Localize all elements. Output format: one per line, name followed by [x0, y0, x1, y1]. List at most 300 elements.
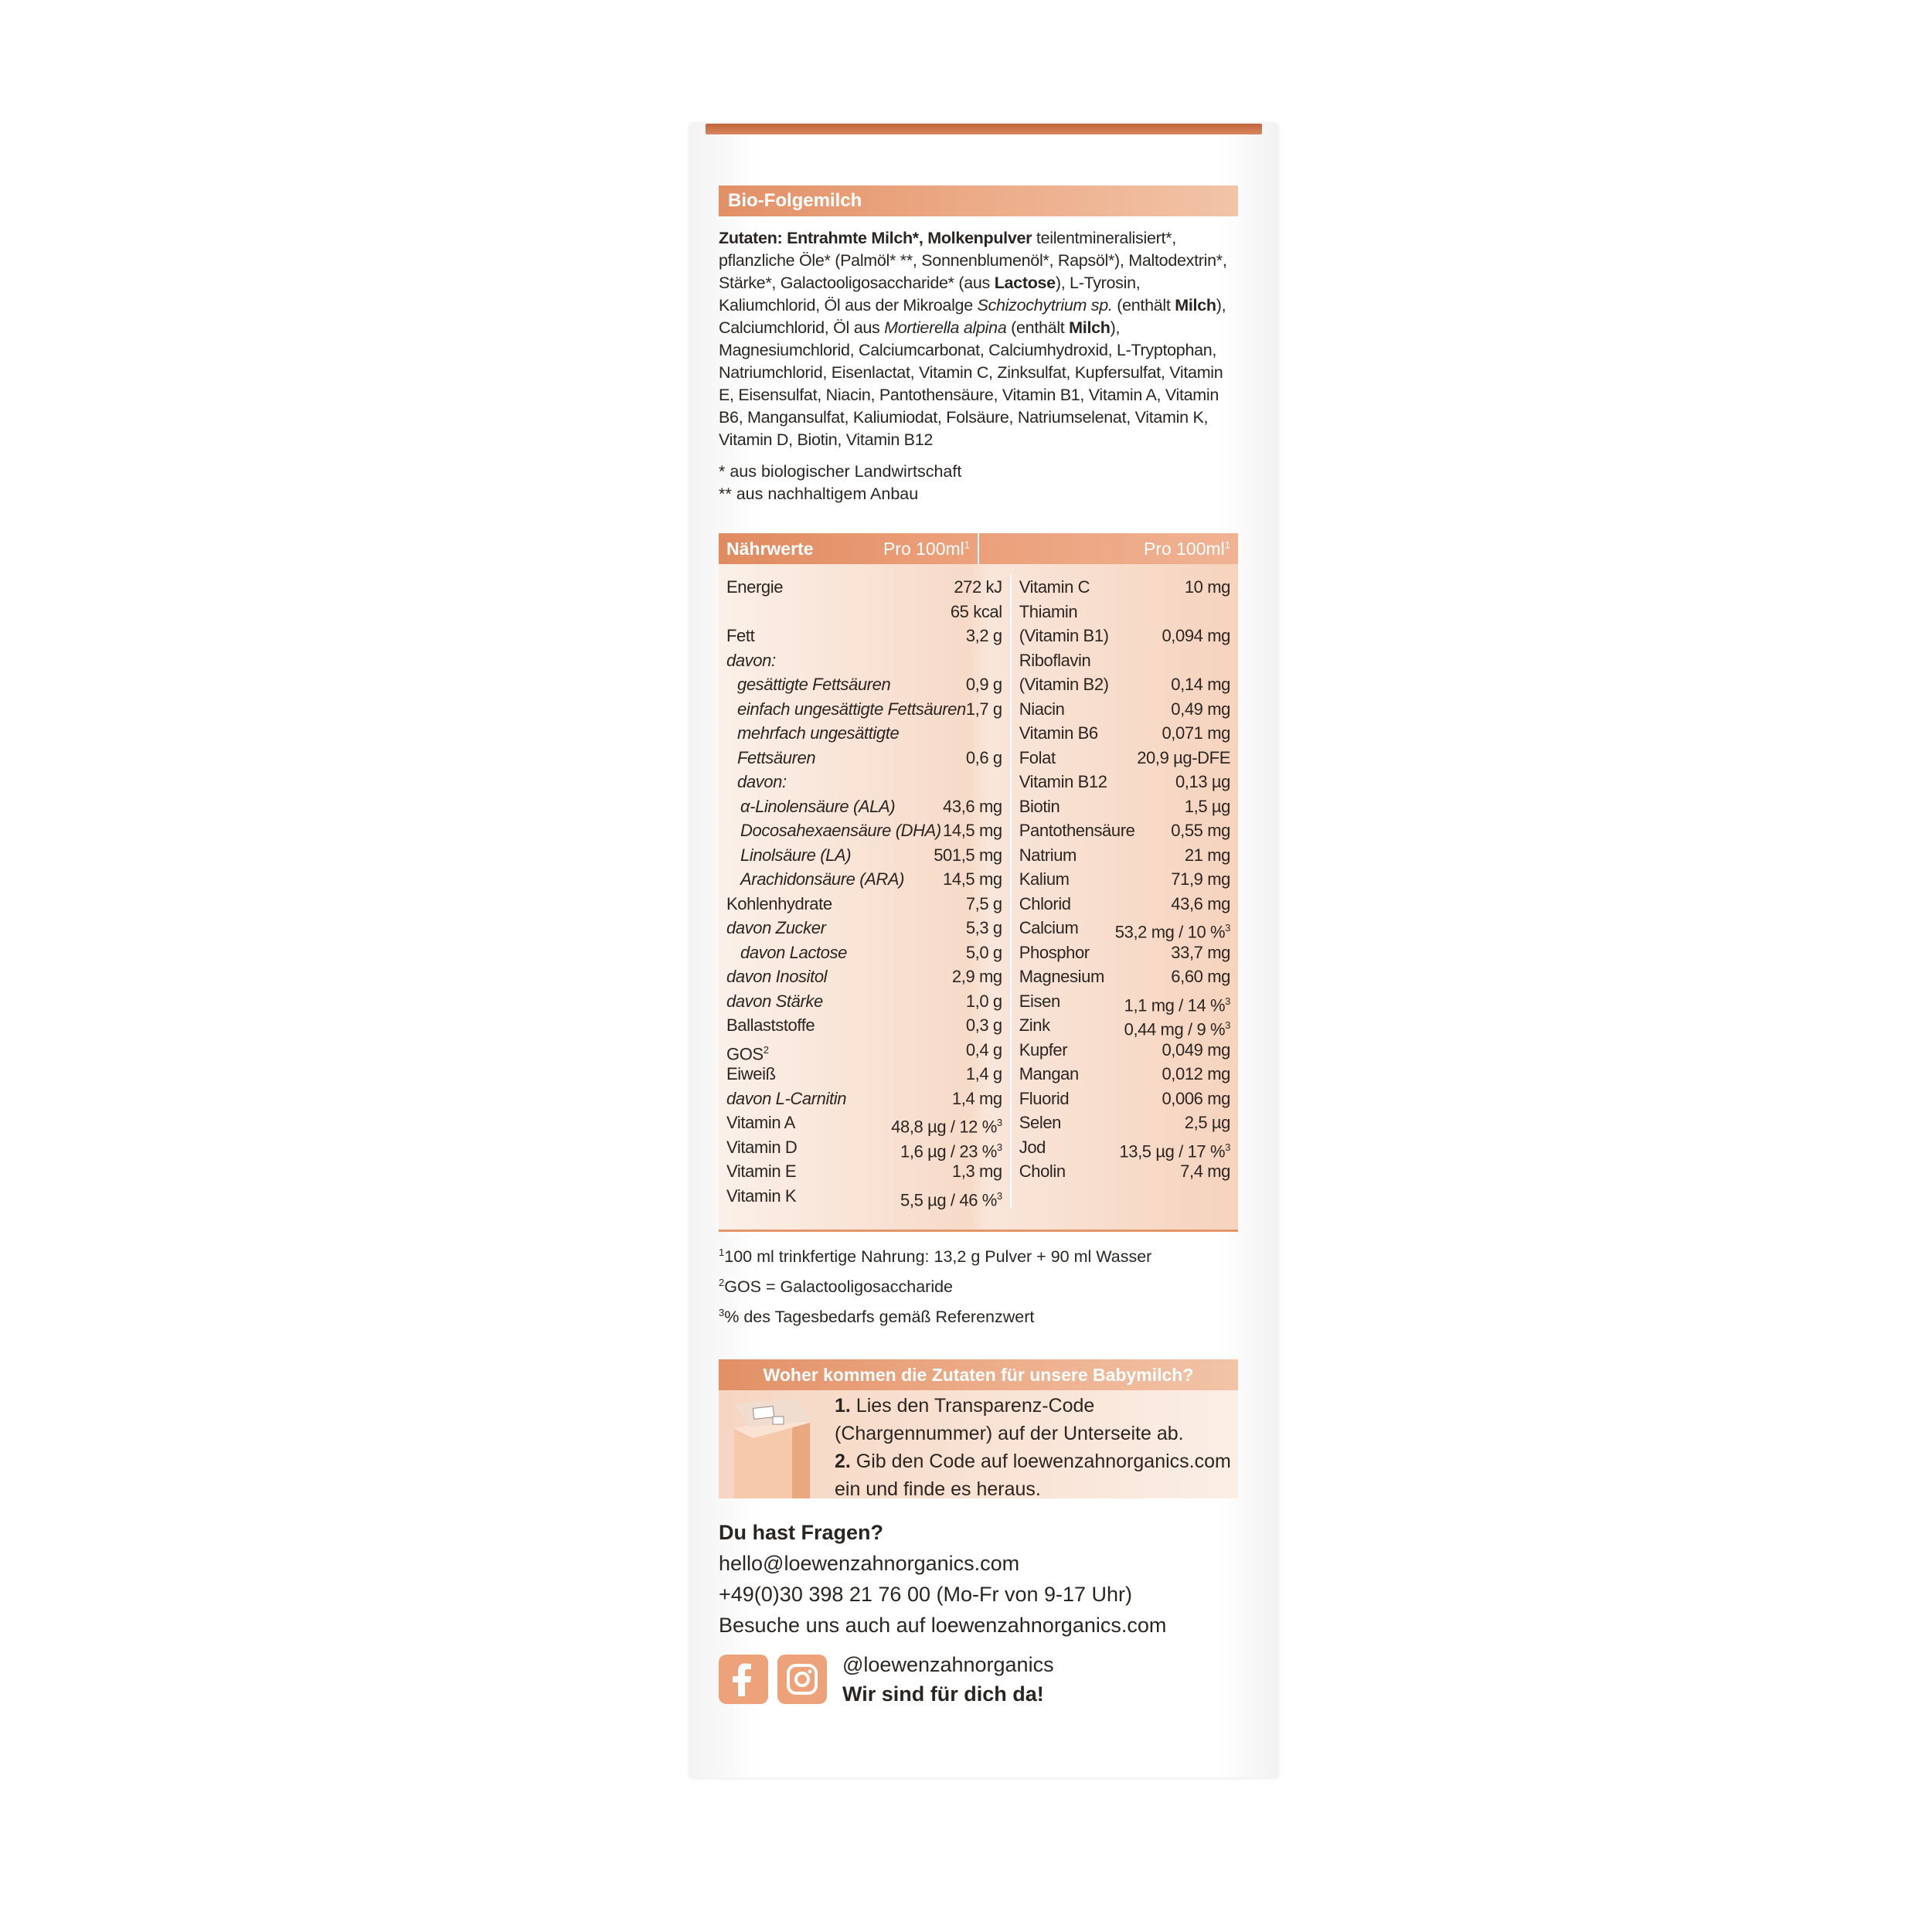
- nutrient-value-text: 0,13 µg: [1175, 772, 1230, 791]
- nutrition-row: [1019, 1013, 1230, 1038]
- nutrient-label: [1019, 818, 1135, 843]
- nutrient-label-text: Vitamin A: [726, 1113, 795, 1132]
- nutrition-row: [1019, 697, 1230, 722]
- nutrient-value-sup: 3: [1225, 1019, 1230, 1031]
- nutrient-label-text: Phosphor: [1019, 942, 1090, 962]
- nutrient-value: [1171, 672, 1230, 697]
- nutrient-label-text: Kalium: [1019, 869, 1070, 889]
- nutrient-label: [726, 721, 899, 746]
- nutrition-row: [726, 648, 1002, 673]
- footnote-2: [719, 1270, 1238, 1300]
- nutrient-label: [726, 648, 776, 673]
- nutrition-row: [1019, 1087, 1230, 1111]
- nutrient-label-text: Biotin: [1019, 796, 1060, 816]
- origin-title: Woher kommen die Zutaten für unsere Babymilch?: [719, 1359, 1238, 1390]
- nutrient-value-sup: 3: [1225, 922, 1230, 934]
- nutrient-value: [1162, 721, 1230, 746]
- footnote-text: GOS = Galactooligosaccharide: [724, 1277, 954, 1297]
- nutrient-value-text: 6,60 mg: [1171, 967, 1230, 986]
- nutrient-value-text: 5,5 µg / 46 %: [900, 1189, 997, 1209]
- nutrient-label-text: Magnesium: [1019, 967, 1104, 986]
- nutrient-label-text: davon Lactose: [740, 942, 847, 962]
- nutrition-row: [726, 770, 1002, 794]
- nutrient-value: [1175, 770, 1230, 794]
- contact-section: [719, 1517, 1238, 1709]
- nutrient-label: [1019, 892, 1071, 917]
- nutrition-header-left: [719, 533, 979, 564]
- nutrient-label: [726, 794, 895, 819]
- nutrient-label: [1019, 575, 1090, 600]
- nutrient-value: [952, 1087, 1002, 1111]
- nutrition-row: [726, 1087, 1002, 1111]
- product-title-bar: Bio-Folgemilch: [719, 185, 1238, 216]
- origin-step-1: [835, 1392, 1238, 1447]
- nutrition-row: [726, 964, 1002, 989]
- nutrient-label-text: davon:: [737, 772, 787, 791]
- nutrition-row: [1019, 746, 1230, 770]
- nutrient-value-text: 0,44 mg / 9 %: [1124, 1019, 1226, 1039]
- nutrition-row: [1019, 916, 1230, 940]
- nutrition-row: [1019, 648, 1230, 673]
- nutrient-label-text: Docosahexaensäure (DHA): [740, 821, 941, 840]
- nutrition-row: [1019, 624, 1230, 648]
- origin-step-2: [835, 1447, 1238, 1503]
- nutrient-value-text: 0,9 g: [965, 675, 1002, 694]
- nutrient-label-text: Fluorid: [1019, 1088, 1070, 1108]
- footnote-3: [719, 1300, 1238, 1330]
- nutrient-value: [954, 575, 1002, 600]
- nutrient-label-text: Thiamin: [1019, 601, 1078, 621]
- nutrient-label: [1019, 1038, 1067, 1063]
- nutrient-label-text: Ballaststoffe: [726, 1015, 815, 1035]
- nutrition-row: [1019, 600, 1230, 624]
- nutrient-value: [1171, 940, 1230, 965]
- nutrient-label: [1019, 940, 1090, 965]
- nutrition-row: [726, 1184, 1002, 1209]
- nutrient-value-text: 0,006 mg: [1162, 1088, 1230, 1108]
- nutrition-row: [726, 1038, 1002, 1063]
- nutrient-value: [934, 843, 1002, 868]
- nutrient-value-text: 1,1 mg / 14 %: [1124, 995, 1226, 1015]
- nutrient-label: [1019, 1087, 1069, 1111]
- nutrient-label: [726, 1135, 797, 1160]
- nutrient-label-text: Jod: [1019, 1137, 1046, 1157]
- nutrient-value-text: 53,2 mg / 10 %: [1114, 922, 1226, 942]
- nutrient-value: [1162, 624, 1230, 648]
- nutrient-label: [1019, 721, 1098, 746]
- nutrition-row: [1019, 940, 1230, 965]
- nutrient-value: [1137, 746, 1230, 770]
- per-100ml-left: [883, 539, 970, 560]
- nutrient-label: [726, 1013, 815, 1038]
- nutrient-label-text: Pantothensäure: [1019, 821, 1135, 840]
- nutrient-value-text: 13,5 µg / 17 %: [1119, 1141, 1226, 1161]
- ingredients-lead: Zutaten: Entrahmte Milch*, Molkenpulver: [719, 229, 1032, 247]
- step-text: Lies den Transparenz-Code (Chargennummer) auf der Unterseite ab.: [835, 1395, 1184, 1445]
- nutrient-label-text: (Vitamin B2): [1019, 675, 1109, 694]
- ingredients-text: [719, 227, 1238, 451]
- nutrient-value: [952, 964, 1002, 989]
- per-sup: 1: [964, 538, 970, 550]
- nutrition-row: [726, 746, 1002, 770]
- nutrient-label: [726, 1184, 796, 1209]
- nutrient-value: [966, 940, 1002, 965]
- per-label: Pro 100ml: [1143, 538, 1225, 559]
- nutrient-label-text: Riboflavin: [1019, 650, 1091, 670]
- nutrient-label: [726, 843, 851, 868]
- nutrient-label: [1019, 672, 1109, 697]
- nutrient-value: [966, 624, 1002, 648]
- footnote-sup: 1: [719, 1247, 725, 1258]
- nutrient-value: [900, 1135, 1002, 1160]
- nutrition-row: [1019, 770, 1230, 794]
- nutrition-row: [726, 721, 1002, 746]
- nutrition-row: [726, 843, 1002, 868]
- nutrient-value-text: 1,4 mg: [951, 1088, 1002, 1108]
- contact-phone: +49(0)30 398 21 76 00 (Mo-Fr von 9-17 Uhr): [719, 1583, 1133, 1607]
- ingredients-allergen: Milch: [1069, 318, 1111, 337]
- nutrient-value: [952, 1159, 1002, 1184]
- nutrition-row: [1019, 1159, 1230, 1184]
- nutrient-value-text: 1,4 g: [965, 1064, 1002, 1083]
- nutrient-value-text: 14,5 mg: [943, 869, 1002, 889]
- nutrient-value: [1119, 1135, 1230, 1160]
- nutrient-label-text: (Vitamin B1): [1019, 626, 1109, 645]
- nutrient-value-text: 1,3 mg: [951, 1162, 1002, 1181]
- nutrition-row: [1019, 989, 1230, 1014]
- instagram-icon: [777, 1655, 827, 1704]
- nutrient-label: [726, 770, 787, 794]
- nutrient-value-text: 7,4 mg: [1180, 1162, 1230, 1181]
- nutrient-label: [1019, 1062, 1079, 1087]
- origin-instructions: [835, 1390, 1238, 1501]
- nutrient-value: [1171, 964, 1230, 989]
- ingredients-part: teilentmineralisiert*, pflanzliche Öle* (Palmöl* **, Sonnenblumenöl*, Rapsöl*), Maltodextrin*, Stärke*, Galactooligosaccharide* (aus: [719, 229, 1227, 292]
- nutrient-label-text: α-Linolensäure (ALA): [740, 796, 896, 816]
- footnote-text: 100 ml trinkfertige Nahrung: 13,2 g Pulver + 90 ml Wasser: [724, 1247, 1152, 1267]
- nutrient-label-text: Arachidonsäure (ARA): [740, 869, 905, 889]
- nutrient-value-text: 5,3 g: [965, 918, 1002, 937]
- nutrient-value-sup: 3: [996, 1117, 1002, 1128]
- nutrient-value-text: 43,6 mg: [943, 796, 1002, 816]
- nutrient-label: [1019, 964, 1104, 989]
- nutrient-value-sup: 3: [1225, 1141, 1230, 1153]
- nutrient-value-text: 14,5 mg: [943, 821, 1002, 840]
- nutrition-column-right: [1012, 575, 1238, 1208]
- nutrient-value-text: 0,012 mg: [1162, 1064, 1230, 1083]
- nutrition-row: [1019, 672, 1230, 697]
- nutrition-header: [719, 533, 1238, 564]
- nutrition-row: [1019, 575, 1230, 600]
- ingredients-legend: [719, 461, 1238, 505]
- nutrition-row: [1019, 892, 1230, 917]
- nutrient-label-text: mehrfach ungesättigte: [737, 723, 900, 743]
- nutrient-label-text: Vitamin E: [726, 1162, 797, 1181]
- nutrient-label-text: Natrium: [1019, 845, 1077, 865]
- nutrient-value: [951, 600, 1002, 624]
- nutrient-label-text: davon Stärke: [726, 991, 823, 1011]
- nutrient-label-text: Niacin: [1019, 699, 1065, 719]
- nutrient-label: [726, 964, 827, 989]
- nutrient-value: [1185, 794, 1230, 819]
- nutrition-row: [1019, 867, 1230, 892]
- nutrient-label: [1019, 794, 1060, 819]
- nutrition-row: [1019, 843, 1230, 868]
- ingredients-species: Schizochytrium sp.: [977, 296, 1113, 315]
- nutrient-value-text: 0,049 mg: [1162, 1039, 1230, 1060]
- nutrient-value: [1185, 843, 1230, 868]
- nutrient-value: [966, 672, 1002, 697]
- nutrient-label-text: Vitamin K: [726, 1185, 797, 1206]
- step-number: 2.: [835, 1451, 851, 1473]
- nutrient-value: [1124, 989, 1230, 1014]
- nutrient-value: [966, 697, 1002, 722]
- nutrition-row: [726, 575, 1002, 600]
- nutrient-value-text: 1,0 g: [965, 991, 1002, 1011]
- per-sup: 1: [1224, 538, 1230, 550]
- nutrient-value: [891, 1111, 1002, 1135]
- nutrient-value-text: 2,9 mg: [951, 967, 1002, 986]
- nutrition-row: [726, 818, 1002, 843]
- nutrient-label-text: Kohlenhydrate: [726, 893, 832, 913]
- nutrition-row: [726, 940, 1002, 965]
- nutrient-label: [726, 672, 890, 697]
- nutrient-value: [943, 867, 1002, 892]
- nutrient-value-text: 501,5 mg: [934, 845, 1002, 865]
- nutrition-body: [719, 564, 1238, 1230]
- nutrient-value-sup: 3: [996, 1141, 1002, 1153]
- nutrient-label-text: GOS: [726, 1043, 764, 1063]
- nutrition-row: [726, 1135, 1002, 1160]
- footnotes: [719, 1240, 1238, 1330]
- nutrient-label: [1019, 770, 1107, 794]
- nutrition-row: [726, 697, 1002, 722]
- nutrition-row: [726, 794, 1002, 819]
- nutrient-label-text: Eiweiß: [726, 1064, 776, 1083]
- step-number: 1.: [835, 1395, 851, 1417]
- nutrition-table: [719, 533, 1238, 1232]
- nutrient-value: [966, 1013, 1002, 1038]
- nutrition-row: [726, 989, 1002, 1014]
- nutrient-label: [726, 818, 941, 843]
- ingredients-part: (enthält: [1006, 318, 1070, 337]
- ingredients-part: ), Calciumchlorid, Öl aus: [719, 296, 1226, 337]
- nutrient-value: [900, 1184, 1002, 1209]
- footnote-sup: 3: [719, 1307, 725, 1319]
- nutrient-label-text: davon:: [726, 650, 776, 670]
- nutrient-value-text: 0,55 mg: [1171, 821, 1230, 840]
- nutrient-label-text: Energie: [726, 577, 784, 597]
- nutrient-label-text: Calcium: [1019, 918, 1079, 937]
- package-icon: [719, 1390, 835, 1498]
- nutrient-value: [1162, 1038, 1230, 1063]
- nutrient-label: [726, 892, 832, 917]
- nutrition-row: [726, 1159, 1002, 1184]
- nutrition-row: [1019, 964, 1230, 989]
- nutrition-row: [726, 624, 1002, 648]
- nutrition-title: Nährwerte: [726, 538, 814, 559]
- nutrient-label: [726, 867, 904, 892]
- per-100ml-right: [1144, 539, 1230, 560]
- nutrient-value-text: 33,7 mg: [1171, 942, 1230, 962]
- nutrient-value-text: 48,8 µg / 12 %: [891, 1117, 997, 1137]
- nutrient-label-text: Eisen: [1019, 991, 1060, 1011]
- nutrient-label: [1019, 600, 1077, 624]
- nutrient-label-text: Vitamin D: [726, 1137, 798, 1157]
- nutrient-label: [1019, 843, 1077, 868]
- nutrient-label-text: davon Inositol: [726, 967, 828, 986]
- nutrient-value-text: 3,2 g: [965, 626, 1002, 645]
- ingredients-part: ), Magnesiumchlorid, Calciumcarbonat, Calciumhydroxid, L-Tryptophan, Natriumchlorid, Eisenlactat, Vitamin C, Zinksulfat, Kupfersulfat, Vitamin E, Eisensulfat, Niacin, Pantothensäure, Vitamin B1, Vitamin A, Vitamin B6, Mangansulfat, Kaliumiodat, Folsäure, Natriumselenat, Vitamin K, Vitamin D, Biotin, Vitamin B12: [719, 318, 1223, 449]
- nutrient-value: [1162, 1062, 1230, 1087]
- nutrient-value: [966, 892, 1002, 917]
- social-handle: @loewenzahnorganics: [842, 1653, 1054, 1677]
- nutrient-value-text: 7,5 g: [965, 893, 1002, 913]
- nutrient-label: [1019, 624, 1109, 648]
- nutrient-label-text: Selen: [1019, 1113, 1062, 1132]
- nutrition-row: [1019, 1111, 1230, 1135]
- nutrient-label: [726, 989, 823, 1014]
- nutrient-label: [726, 575, 783, 600]
- nutrient-value: [943, 794, 1002, 819]
- facebook-icon: [719, 1655, 768, 1704]
- nutrient-value-text: 0,49 mg: [1171, 699, 1230, 719]
- origin-section: [719, 1359, 1238, 1501]
- nutrient-value-text: 65 kcal: [950, 601, 1002, 621]
- ingredients-species: Mortierella alpina: [884, 318, 1007, 337]
- nutrient-value-text: 21 mg: [1184, 845, 1230, 865]
- nutrient-label-text: Vitamin B12: [1019, 772, 1107, 791]
- nutrition-row: [1019, 1135, 1230, 1160]
- nutrient-label-text: Vitamin C: [1019, 577, 1090, 597]
- tagline: Wir sind für dich da!: [842, 1682, 1044, 1706]
- nutrient-value-text: 1,5 µg: [1184, 796, 1230, 816]
- nutrient-value-text: 1,7 g: [965, 699, 1002, 719]
- nutrition-row: [726, 892, 1002, 917]
- step-text: Gib den Code auf loewenzahnorganics.com ein und finde es heraus.: [835, 1451, 1231, 1501]
- nutrient-label: [726, 746, 815, 770]
- nutrient-label-text: Fettsäuren: [737, 747, 816, 767]
- social-text: [842, 1650, 1054, 1709]
- nutrient-value-text: 2,5 µg: [1184, 1113, 1230, 1132]
- nutrient-value-text: 5,0 g: [965, 942, 1002, 962]
- footnote-sup: 2: [719, 1277, 725, 1289]
- nutrient-label: [726, 624, 754, 648]
- contact-email: hello@loewenzahnorganics.com: [719, 1552, 1020, 1576]
- nutrient-value: [966, 1062, 1002, 1087]
- legend-sustainable: ** aus nachhaltigem Anbau: [719, 485, 919, 503]
- footnote-1: [719, 1240, 1238, 1270]
- nutrient-label-text: Chlorid: [1019, 893, 1071, 913]
- nutrient-value-text: 0,094 mg: [1162, 626, 1230, 645]
- nutrient-value-text: 71,9 mg: [1171, 869, 1230, 889]
- ingredients-part: (enthält: [1112, 296, 1175, 315]
- nutrition-row: [726, 916, 1002, 940]
- nutrient-label-text: gesättigte Fettsäuren: [737, 675, 891, 694]
- nutrient-label-text: Kupfer: [1019, 1039, 1068, 1060]
- nutrient-value-text: 0,6 g: [965, 747, 1002, 767]
- footnote-text: % des Tagesbedarfs gemäß Referenzwert: [724, 1308, 1035, 1327]
- nutrient-value-text: 20,9 µg-DFE: [1137, 747, 1230, 767]
- nutrient-label: [726, 1111, 795, 1135]
- nutrient-value: [966, 916, 1002, 940]
- nutrient-label-text: einfach ungesättigte Fettsäuren: [737, 699, 966, 719]
- nutrient-label: [1019, 1111, 1061, 1135]
- ingredients-part: ), L-Tyrosin, Kaliumchlorid, Öl aus der Mikroalge: [719, 274, 1141, 315]
- nutrient-label-text: Zink: [1019, 1015, 1050, 1035]
- nutrient-value: [1171, 697, 1230, 722]
- nutrient-label: [726, 1087, 846, 1111]
- nutrient-label: [1019, 916, 1079, 940]
- ingredients-allergen: Lactose: [994, 274, 1056, 292]
- nutrient-label: [1019, 989, 1060, 1014]
- nutrient-label-text: Linolsäure (LA): [740, 845, 852, 865]
- nutrient-value: [1171, 892, 1230, 917]
- nutrition-row: [1019, 794, 1230, 819]
- nutrition-row: [1019, 818, 1230, 843]
- nutrition-row: [1019, 1038, 1230, 1063]
- nutrient-label: [1019, 1013, 1050, 1038]
- nutrient-value: [1171, 867, 1230, 892]
- nutrient-label: [726, 1062, 776, 1087]
- label-content: [719, 185, 1238, 1709]
- nutrient-label: [726, 1159, 796, 1184]
- nutrient-label-text: davon L-Carnitin: [726, 1088, 847, 1108]
- nutrient-sup: 2: [763, 1043, 769, 1056]
- nutrition-row: [1019, 721, 1230, 746]
- nutrient-value: [1185, 1111, 1230, 1135]
- nutrient-value: [943, 818, 1002, 843]
- nutrient-value-text: 0,071 mg: [1162, 723, 1230, 743]
- nutrient-value-text: 1,6 µg / 23 %: [900, 1141, 997, 1161]
- nutrient-label-text: davon Zucker: [726, 918, 826, 937]
- nutrition-row: [726, 672, 1002, 697]
- nutrient-value-sup: 3: [996, 1189, 1002, 1202]
- nutrient-value-text: 0,14 mg: [1171, 675, 1230, 694]
- social-row: [719, 1650, 1238, 1709]
- nutrient-label: [1019, 1159, 1066, 1184]
- nutrient-value: [1171, 818, 1230, 843]
- nutrient-value: [966, 989, 1002, 1014]
- nutrient-label: [1019, 1135, 1046, 1160]
- nutrient-label-text: Fett: [726, 626, 755, 645]
- nutrient-value-text: 43,6 mg: [1171, 893, 1230, 913]
- nutrient-label-text: Mangan: [1019, 1064, 1079, 1083]
- nutrition-row: [726, 1062, 1002, 1087]
- legend-organic: * aus biologischer Landwirtschaft: [719, 462, 962, 481]
- nutrient-label-text: Vitamin B6: [1019, 723, 1098, 743]
- nutrient-label: [726, 1038, 769, 1063]
- nutrient-label: [1019, 746, 1056, 770]
- per-label: Pro 100ml: [883, 538, 964, 559]
- nutrient-value: [1180, 1159, 1230, 1184]
- nutrient-value: [1124, 1013, 1230, 1038]
- nutrient-value-text: 0,3 g: [965, 1015, 1002, 1035]
- nutrient-value: [966, 1038, 1002, 1063]
- nutrition-column-left: [719, 575, 1012, 1208]
- ingredients-allergen: Milch: [1175, 296, 1216, 315]
- nutrient-label: [726, 916, 826, 940]
- nutrient-value-sup: 3: [1225, 995, 1230, 1007]
- nutrient-value: [1185, 575, 1230, 600]
- nutrition-row: [726, 600, 1002, 624]
- nutrition-row: [726, 1013, 1002, 1038]
- nutrient-value-text: 0,4 g: [965, 1039, 1002, 1060]
- package-lid: [706, 124, 1262, 134]
- nutrient-value: [1162, 1087, 1230, 1111]
- nutrition-row: [726, 1111, 1002, 1135]
- contact-heading: Du hast Fragen?: [719, 1521, 884, 1545]
